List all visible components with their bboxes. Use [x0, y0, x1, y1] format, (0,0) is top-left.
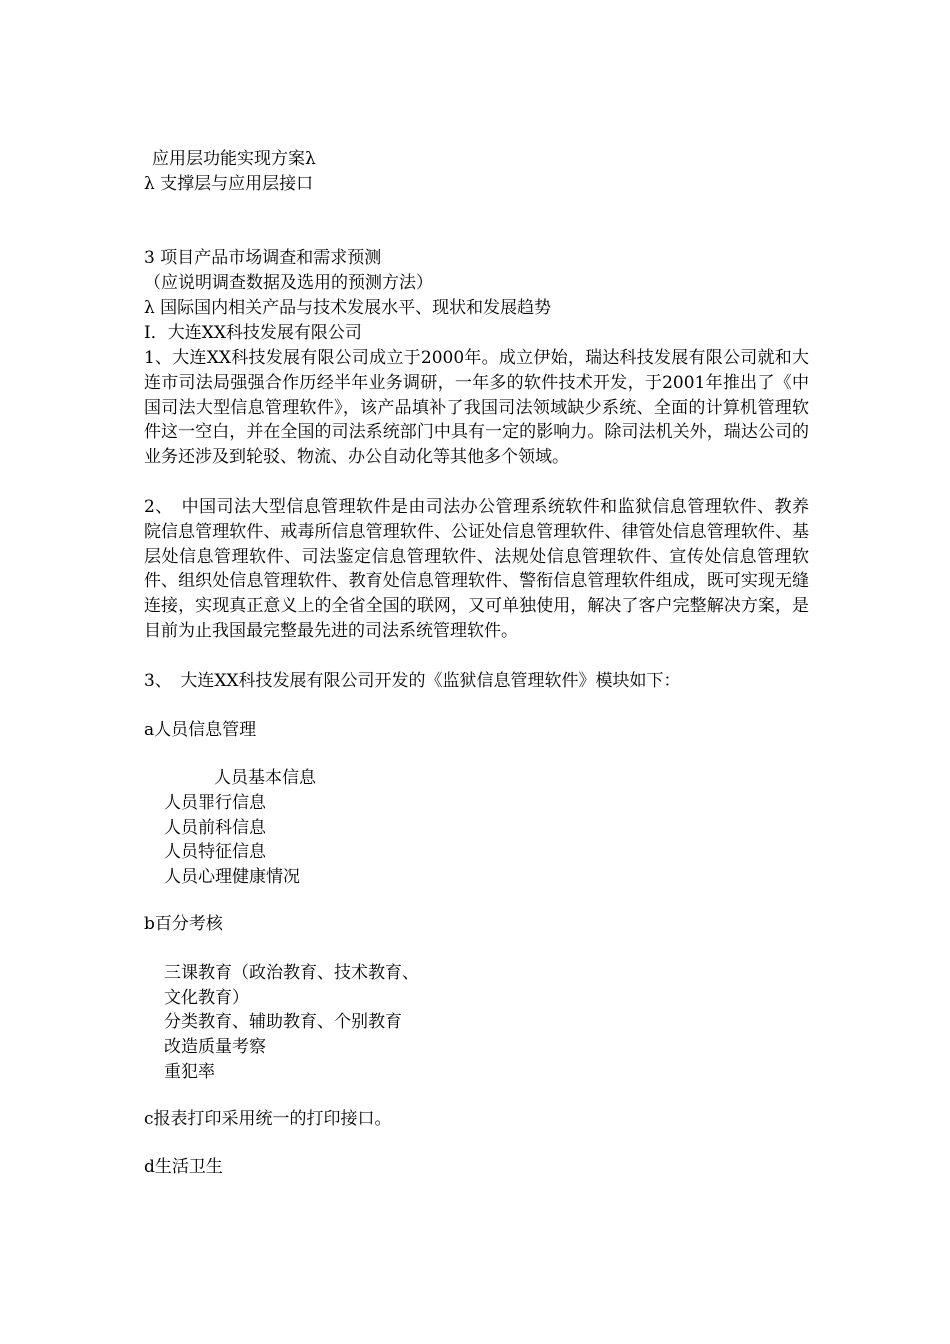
- paragraph-2: 2、 中国司法大型信息管理软件是由司法办公管理系统软件和监狱信息管理软件、教养院信息管理软件、戒毒所信息管理软件、公证处信息管理软件、律管处信息管理软件、基层处信息管理软件、司法鉴定信息管理软件、法规处信息管理软件、宣传处信息管理软件、组织处信息管理软件、教育处信息管理软件、警衔信息管理软件组成，既可实现无缝连接，实现真正意义上的全省全国的联网，又可单独使用，解决了客户完整解决方案，是目前为止我国最完整最先进的司法系统管理软件。: [144, 497, 809, 641]
- module-a-title: a人员信息管理: [144, 720, 257, 740]
- module-a-item: 人员前科信息: [164, 818, 266, 838]
- bullet-trend: λ 国际国内相关产品与技术发展水平、现状和发展趋势: [144, 298, 552, 318]
- module-d-title: d生活卫生: [144, 1157, 223, 1177]
- module-b-item: 分类教育、辅助教育、个别教育: [164, 1012, 402, 1032]
- module-a-item: 人员心理健康情况: [164, 867, 300, 887]
- module-a-item: 人员罪行信息: [164, 793, 266, 813]
- module-b-title: b百分考核: [144, 914, 223, 934]
- module-b-item: 改造质量考察: [164, 1037, 266, 1057]
- module-b-item: 三课教育（政治教育、技术教育、: [164, 963, 419, 983]
- bullet-support-interface: λ 支撑层与应用层接口: [144, 174, 314, 194]
- section-note: （应说明调查数据及选用的预测方法）: [144, 273, 433, 293]
- paragraph-1: 1、大连XX科技发展有限公司成立于2000年。成立伊始，瑞达科技发展有限公司就和大连市司法局强强合作历经半年业务调研，一年多的软件技术开发，于2001年推出了《中国司法大型信息管理软件》，该产品填补了我国司法领域缺少系统、全面的计算机管理软件这一空白，并在全国的司法系统部门中具有一定的影响力。除司法机关外，瑞达公司的业务还涉及到轮驳、物流、办公自动化等其他多个领域。: [144, 348, 809, 468]
- section-heading: 3 项目产品市场调查和需求预测: [144, 248, 382, 268]
- paragraph-3: 3、 大连XX科技发展有限公司开发的《监狱信息管理软件》模块如下：: [144, 671, 681, 691]
- module-b-item: 重犯率: [164, 1062, 215, 1082]
- company-heading: I．大连XX科技发展有限公司: [144, 323, 362, 343]
- module-b-item: 文化教育）: [164, 988, 249, 1008]
- bullet-app-layer-impl: 应用层功能实现方案λ: [152, 149, 316, 169]
- module-a-item: 人员特征信息: [164, 842, 266, 862]
- module-c-title: c报表打印采用统一的打印接口。: [144, 1109, 392, 1129]
- module-a-item: 人员基本信息: [214, 768, 316, 788]
